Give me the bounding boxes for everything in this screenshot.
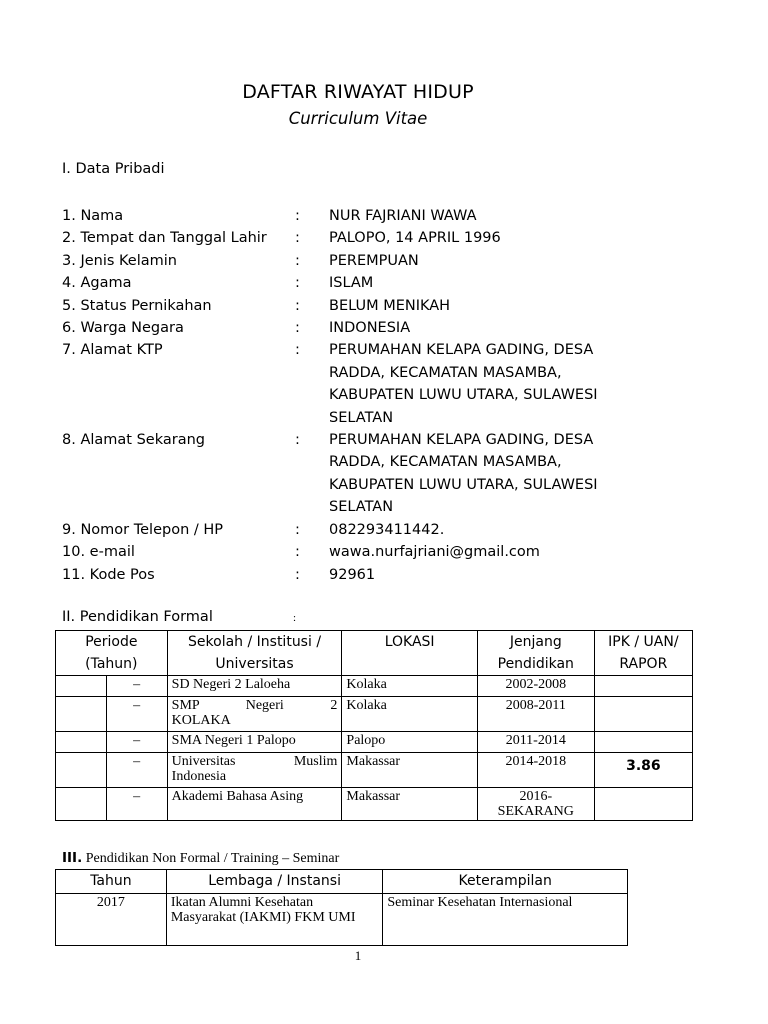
bio-row-nationality: [62, 317, 629, 339]
bio-colon: :: [295, 342, 300, 359]
cell-years-line1: 2016-: [519, 789, 553, 804]
bio-colon: :: [295, 521, 300, 538]
bio-label: 7. Alamat KTP: [62, 342, 163, 359]
bio-row-postcode: [62, 564, 629, 586]
bio-colon: :: [295, 432, 300, 449]
bio-label: 3. Jenis Kelamin: [62, 252, 177, 269]
cell-years: 2008-2011: [477, 697, 594, 732]
cell-school-line1: SMP Negeri 2: [171, 698, 338, 713]
bio-value: PERUMAHAN KELAPA GADING, DESA RADDA, KECAMATAN MASAMBA, KABUPATEN LUWU UTARA, SULAWESI SELATAN: [329, 432, 598, 516]
header-sekolah: Sekolah / Institusi / Universitas: [167, 631, 342, 676]
bio-value: 92961: [329, 566, 376, 583]
section-formal-heading: II. Pendidikan Formal: [62, 609, 213, 625]
cell-location: Kolaka: [342, 676, 477, 697]
document-title: DAFTAR RIWAYAT HIDUP: [242, 81, 474, 103]
bio-label: 2. Tempat dan Tanggal Lahir: [62, 230, 267, 247]
cell-dash: –: [106, 676, 167, 697]
cell-years-line2: SEKARANG: [497, 804, 574, 819]
cell-empty: [56, 676, 107, 697]
cell-empty: [56, 753, 107, 788]
bio-value: NUR FAJRIANI WAWA: [329, 208, 477, 224]
cell-school: SMA Negeri 1 Palopo: [167, 732, 342, 753]
cell-ipk: [594, 732, 692, 753]
page-number: 1: [354, 948, 362, 963]
bio-label: 8. Alamat Sekarang: [62, 432, 205, 449]
bio-label: 1. Nama: [62, 208, 124, 224]
table-header-row: [56, 870, 628, 894]
cell-school-line1: Universitas Muslim: [171, 754, 338, 769]
cell-years: 2014-2018: [477, 753, 594, 788]
cell-dash: –: [106, 732, 167, 753]
bio-label: 5. Status Pernikahan: [62, 297, 212, 314]
section-formal-colon: :: [293, 612, 297, 624]
bio-colon: :: [295, 297, 300, 314]
bio-row-phone: [62, 519, 629, 541]
section-nonformal-number: III.: [62, 850, 83, 866]
bio-value: 082293411442.: [329, 521, 445, 538]
cell-dash: –: [106, 697, 167, 732]
cell-school: Akademi Bahasa Asing: [167, 788, 342, 821]
bio-label: 4. Agama: [62, 275, 132, 292]
cell-year: 2017: [56, 894, 167, 946]
bio-row-nama: [62, 205, 629, 227]
cell-years: 2011-2014: [477, 732, 594, 753]
cell-school-line2: Indonesia: [171, 769, 227, 784]
bio-label: 6. Warga Negara: [62, 320, 184, 337]
cell-ipk: [594, 788, 692, 821]
cell-location: Palopo: [342, 732, 477, 753]
bio-row-email: [62, 541, 629, 563]
section-personal-heading: I. Data Pribadi: [62, 161, 165, 177]
nonformal-training-table: [55, 869, 628, 946]
header-keterampilan: Keterampilan: [383, 870, 628, 894]
bio-value: PEREMPUAN: [329, 252, 419, 269]
table-row: [56, 697, 693, 732]
section-nonformal-title: Pendidikan Non Formal / Training – Seminar: [82, 851, 340, 866]
cell-location: Makassar: [342, 753, 477, 788]
bio-value: wawa.nurfajriani@gmail.com: [329, 544, 540, 561]
formal-education-table: [55, 630, 693, 821]
cell-location: Makassar: [342, 788, 477, 821]
cell-institution: Ikatan Alumni Kesehatan Masyarakat (IAKMI) FKM UMI: [166, 894, 383, 946]
bio-value: BELUM MENIKAH: [329, 297, 451, 314]
cell-ipk: 3.86: [594, 753, 692, 788]
table-row: [56, 788, 693, 821]
bio-label: 11. Kode Pos: [62, 566, 155, 583]
cell-dash: –: [106, 753, 167, 788]
cell-empty: [56, 697, 107, 732]
cell-ipk: [594, 676, 692, 697]
bio-label: 9. Nomor Telepon / HP: [62, 521, 224, 538]
bio-row-marital: [62, 295, 629, 317]
header-lokasi: LOKASI: [342, 631, 477, 676]
bio-row-address-ktp: [62, 339, 629, 429]
cell-years: [477, 788, 594, 821]
document-subtitle: Curriculum Vitae: [288, 109, 428, 128]
cell-school: SD Negeri 2 Laloeha: [167, 676, 342, 697]
cell-skill: Seminar Kesehatan Internasional: [383, 894, 628, 946]
bio-value: INDONESIA: [329, 320, 411, 337]
cell-location: Kolaka: [342, 697, 477, 732]
cell-dash: –: [106, 788, 167, 821]
header-lembaga: Lembaga / Instansi: [166, 870, 383, 894]
cell-empty: [56, 732, 107, 753]
cell-school: [167, 697, 342, 732]
bio-value: PALOPO, 14 APRIL 1996: [329, 230, 501, 247]
bio-colon: :: [295, 275, 300, 292]
personal-data-list: [62, 205, 629, 586]
table-header-row: [56, 631, 693, 676]
bio-row-address-current: [62, 429, 629, 519]
bio-colon: :: [295, 544, 300, 561]
bio-value: PERUMAHAN KELAPA GADING, DESA RADDA, KECAMATAN MASAMBA, KABUPATEN LUWU UTARA, SULAWESI SELATAN: [329, 342, 598, 426]
bio-colon: :: [295, 566, 300, 583]
table-row: [56, 732, 693, 753]
cell-empty: [56, 788, 107, 821]
cell-years: 2002-2008: [477, 676, 594, 697]
bio-colon: :: [295, 230, 300, 247]
table-row: [56, 894, 628, 946]
cell-school: [167, 753, 342, 788]
bio-colon: :: [295, 252, 300, 269]
bio-colon: :: [295, 208, 300, 224]
cell-school-line2: KOLAKA: [171, 713, 231, 728]
header-jenjang: Jenjang Pendidikan: [477, 631, 594, 676]
header-tahun: Tahun: [56, 870, 167, 894]
bio-value: ISLAM: [329, 275, 374, 292]
section-nonformal-heading: [62, 850, 339, 867]
table-row: [56, 676, 693, 697]
table-row: [56, 753, 693, 788]
bio-row-religion: [62, 272, 629, 294]
bio-colon: :: [295, 320, 300, 337]
header-ipk: IPK / UAN/ RAPOR: [594, 631, 692, 676]
bio-label: 10. e-mail: [62, 544, 135, 561]
bio-row-ttl: [62, 227, 629, 249]
bio-row-gender: [62, 250, 629, 272]
header-periode: Periode (Tahun): [56, 631, 168, 676]
cell-ipk: [594, 697, 692, 732]
